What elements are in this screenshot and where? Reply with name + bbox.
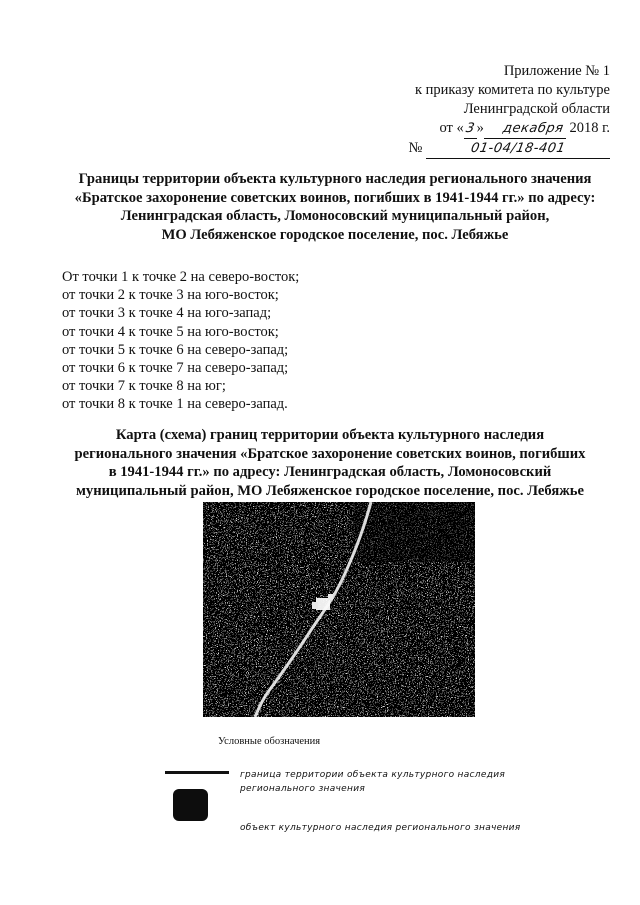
- document-title: Границы территории объекта культурного наследия регионального значения «Братское захоронение советских воинов, погибших в 1941-1944 гг.» по адресу: Ленинградская область, Ломоносовский муниципальный район, МО Лебяженское городское поселение, пос. Лебяжье: [74, 171, 596, 243]
- direction-item: от точки 2 к точке 3 на юго-восток;: [62, 287, 279, 304]
- legend-boundary-label-cont: регионального значения: [240, 784, 366, 794]
- direction-item: От точки 1 к точке 2 на северо-восток;: [62, 269, 300, 285]
- heritage-object-symbol: [173, 789, 208, 821]
- date-day-handwritten: 3: [464, 121, 476, 136]
- forest-texture: [353, 502, 475, 562]
- legend-object-label: объект культурного наследия регионального значения: [240, 823, 521, 833]
- territory-map-image: [203, 502, 475, 717]
- appendix-number: Приложение № 1: [503, 63, 610, 79]
- order-number-handwritten: 01-04/18-401: [469, 141, 567, 156]
- direction-item: от точки 6 к точке 7 на северо-запад;: [62, 360, 289, 377]
- map-title: Карта (схема) границ территории объекта культурного наследия регионального значения «Братское захоронение советских воинов, погибших в 1941-1944 гг.» по адресу: Ленинградская область, Ломоносовский муниципальный район, МО Лебяженское городское поселение, пос. Лебяжье: [74, 427, 586, 499]
- direction-item: от точки 3 к точке 4 на юго-запад;: [62, 305, 272, 322]
- legend-boundary-label: граница территории объекта культурного наследия: [240, 770, 506, 780]
- boundary-directions-list: [62, 268, 299, 414]
- date-month-handwritten: декабря: [502, 121, 566, 136]
- order-number: № 01-04/18-401: [370, 139, 610, 159]
- region-name: Ленинградской области: [463, 101, 610, 117]
- direction-item: от точки 4 к точке 5 на юго-восток;: [62, 323, 279, 340]
- boundary-line-symbol: [165, 771, 229, 774]
- direction-item: от точки 5 к точке 6 на северо-запад;: [62, 341, 289, 358]
- direction-item: от точки 8 к точке 1 на северо-запад.: [62, 396, 288, 413]
- order-reference: к приказу комитета по культуре: [414, 82, 610, 98]
- legend-title: Условные обозначения: [218, 736, 321, 747]
- appendix-header: [370, 62, 610, 159]
- order-date: от «3» декабря 2018 г.: [370, 119, 610, 139]
- direction-item: от точки 7 к точке 8 на юг;: [62, 378, 226, 395]
